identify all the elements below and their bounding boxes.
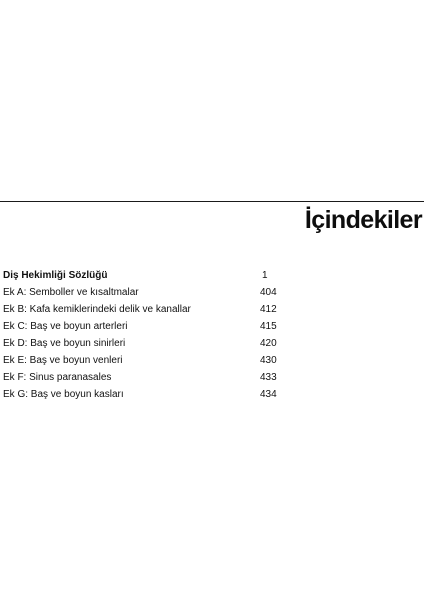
header-divider <box>0 201 424 202</box>
toc-entry <box>3 352 293 369</box>
page-title: İçindekiler <box>304 206 422 234</box>
toc-entry <box>3 369 293 386</box>
toc-entry-page: 434 <box>260 389 277 400</box>
toc-entry-title: Ek D: Baş ve boyun sinirleri <box>3 338 126 349</box>
toc-entry-title: Ek A: Semboller ve kısaltmalar <box>3 287 139 298</box>
toc-entry <box>3 284 293 301</box>
toc-entry-page: 415 <box>260 321 277 332</box>
toc-entry-title: Diş Hekimliği Sözlüğü <box>3 270 108 281</box>
toc-entry-title: Ek E: Baş ve boyun venleri <box>3 355 123 366</box>
toc-entry-page: 1 <box>262 270 268 281</box>
table-of-contents <box>3 267 293 403</box>
toc-entry-page: 433 <box>260 372 277 383</box>
toc-entry-title: Ek C: Baş ve boyun arterleri <box>3 321 128 332</box>
toc-entry-page: 430 <box>260 355 277 366</box>
toc-entry-page: 404 <box>260 287 277 298</box>
toc-entry-page: 420 <box>260 338 277 349</box>
toc-entry-title: Ek F: Sinus paranasales <box>3 372 112 383</box>
toc-entry-title: Ek G: Baş ve boyun kasları <box>3 389 124 400</box>
toc-entry <box>3 386 293 403</box>
toc-entry <box>3 301 293 318</box>
toc-entry <box>3 335 293 352</box>
toc-entry <box>3 318 293 335</box>
toc-entry <box>3 267 293 284</box>
toc-entry-page: 412 <box>260 304 277 315</box>
toc-entry-title: Ek B: Kafa kemiklerindeki delik ve kanallar <box>3 304 191 315</box>
